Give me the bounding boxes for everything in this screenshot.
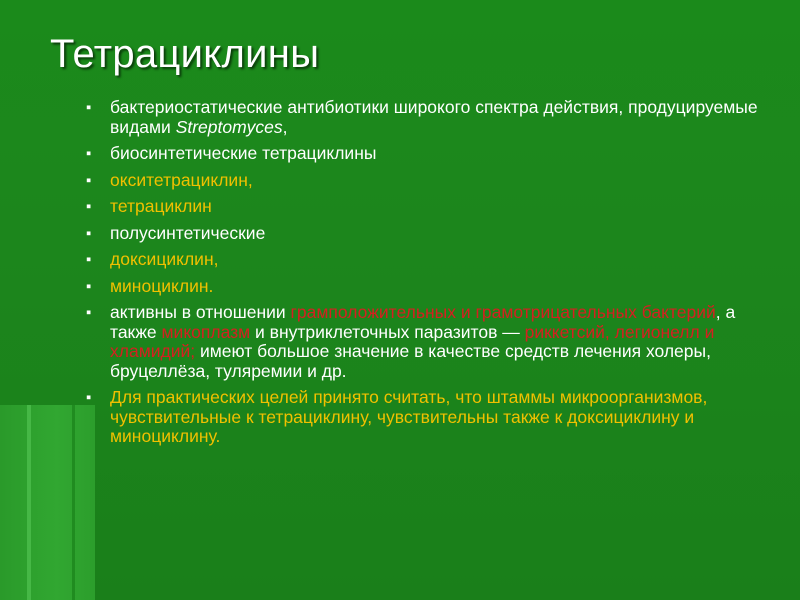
bullet-item xyxy=(86,250,776,270)
bullet-text: , а также xyxy=(110,302,736,342)
bullet-text: биосинтетические тетрациклины xyxy=(110,143,377,163)
bullet-text: полусинтетические xyxy=(110,222,266,243)
bullet-item xyxy=(86,277,776,297)
bullet-item xyxy=(86,144,776,164)
bullet-text: бактериостатические антибиотики широкого спектра действия, продуцируемые видами xyxy=(110,97,758,137)
bullet-icon: ▪ xyxy=(86,277,92,295)
decorative-line xyxy=(27,405,31,600)
bullet-icon: ▪ xyxy=(86,198,92,215)
bullet-icon: ▪ xyxy=(86,145,92,162)
bullet-icon: ▪ xyxy=(86,389,92,406)
bullet-icon: ▪ xyxy=(86,171,92,189)
bullet-icon: ▪ xyxy=(86,251,92,268)
bullet-item xyxy=(86,171,776,191)
bullet-text: активны в отношении xyxy=(110,302,291,322)
bullet-text: и внутриклеточных паразитов — xyxy=(250,321,525,342)
slide-title: Тетрациклины xyxy=(50,32,320,76)
bullet-text-highlight: доксициклин, xyxy=(110,249,219,269)
bullet-text-highlight: тетрациклин xyxy=(110,196,212,216)
bullet-item xyxy=(86,98,776,137)
bullet-text-red: микоплазм xyxy=(161,321,251,342)
bullet-icon: ▪ xyxy=(86,224,92,242)
bullet-item xyxy=(86,197,776,217)
bullet-list xyxy=(86,98,776,454)
bullet-text-red: грамположительных и грамотрицательных бактерий xyxy=(290,302,716,322)
decorative-line xyxy=(72,405,75,600)
bullet-text: , xyxy=(282,116,288,137)
bullet-text-highlight: Для практических целей принято считать, что штаммы микроорганизмов, чувствительные к тетрациклину, чувствительны также к доксициклину и миноциклину. xyxy=(110,387,708,446)
bullet-item xyxy=(86,303,776,381)
bullet-item xyxy=(86,224,776,244)
bullet-text: имеют большое значение в качестве средств лечения холеры, бруцеллёза, туляремии и др. xyxy=(110,341,711,381)
bullet-text-highlight: окситетрациклин, xyxy=(110,169,253,190)
bullet-icon: ▪ xyxy=(86,99,92,116)
bullet-text-red: риккетсий, легионелл и хламидий; xyxy=(110,321,715,361)
bullet-item xyxy=(86,388,776,447)
decorative-panel xyxy=(0,405,95,600)
bullet-icon: ▪ xyxy=(86,304,92,321)
bullet-text-italic: Streptomyces xyxy=(175,116,283,137)
bullet-text-highlight: миноциклин. xyxy=(110,275,214,296)
